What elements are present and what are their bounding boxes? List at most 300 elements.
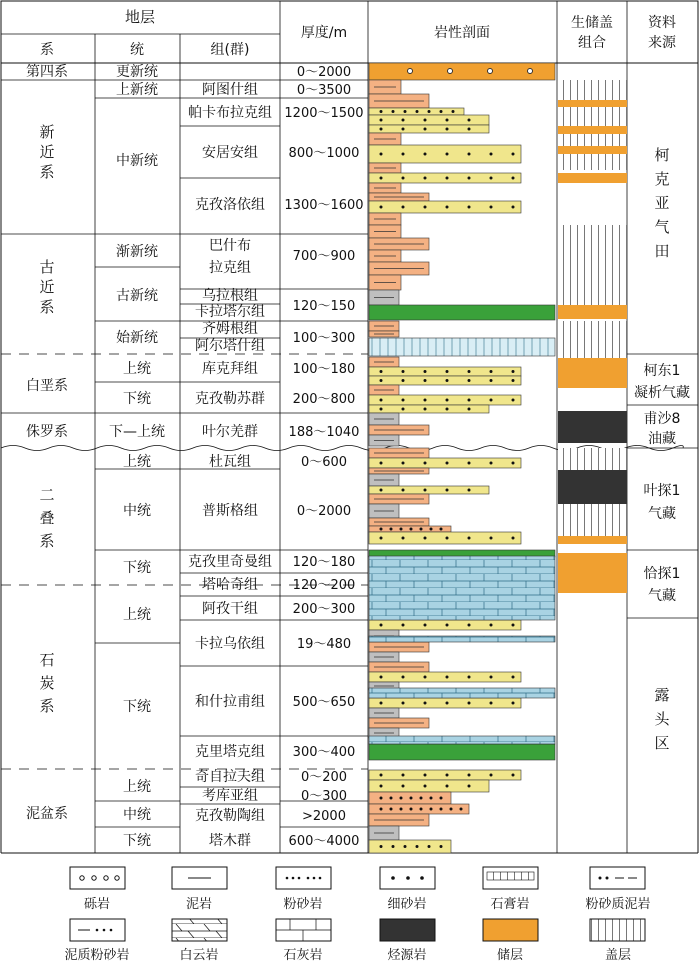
source-label: 气藏	[648, 588, 676, 604]
sand-grain-dot	[402, 379, 405, 382]
series-label: 中统	[123, 807, 151, 823]
sand-grain-dot	[468, 128, 471, 131]
sand-grain-dot	[512, 774, 515, 777]
sand-grain-dot	[404, 110, 407, 113]
sand-grain-dot	[402, 785, 405, 788]
system-label: 近	[39, 143, 55, 161]
fine-sandstone-bed	[369, 780, 489, 792]
legend-label: 砾岩	[83, 897, 111, 912]
series-label: 中新统	[116, 153, 158, 169]
sand-grain-dot	[402, 702, 405, 705]
pebble	[488, 69, 493, 74]
sand-grain-dot	[402, 206, 405, 209]
sand-grain-dot	[440, 808, 443, 811]
sand-grain-dot	[490, 676, 493, 679]
thickness-value: 200～300	[292, 602, 356, 617]
sand-grain-dot	[512, 702, 515, 705]
sand-grain-dot	[424, 153, 427, 156]
cap-layer-block	[558, 140, 627, 170]
sand-grain-dot	[468, 537, 471, 540]
fine-sandstone-bed	[369, 532, 521, 544]
sand-grain-dot	[380, 676, 383, 679]
system-label: 石	[39, 651, 55, 669]
formation-label: 克孜里奇曼组	[188, 554, 272, 570]
source-rock-block	[558, 470, 627, 504]
sand-grain-dot	[380, 528, 383, 531]
sand-grain-dot	[380, 119, 383, 122]
header-combo-line1: 生储盖	[571, 15, 613, 31]
thickness-value: >2000	[302, 809, 346, 824]
sand-grain-dot	[460, 808, 463, 811]
legend-item-source-rock	[380, 919, 435, 963]
sand-grain-dot	[468, 177, 471, 180]
source-label: 叶探1	[643, 483, 681, 499]
source-label: 头	[654, 710, 670, 728]
source-label: 克	[654, 170, 670, 188]
sand-grain-dot	[440, 528, 443, 531]
sand-grain-dot	[402, 408, 405, 411]
formation-label: 卡拉塔尔组	[195, 304, 265, 320]
header-source-line1: 资料	[648, 15, 676, 31]
legend-item-siltstone	[276, 867, 331, 912]
sand-grain-dot	[380, 845, 383, 848]
source-label: 油藏	[648, 431, 676, 447]
limestone-bed	[369, 688, 555, 698]
thickness-value: 500～650	[292, 695, 356, 710]
source-label: 恰探1	[643, 566, 681, 582]
legend-label: 储层	[496, 948, 524, 963]
sand-grain-dot	[446, 153, 449, 156]
systems-column	[26, 64, 68, 822]
sand-grain-dot	[512, 370, 515, 373]
system-label: 系	[39, 532, 55, 550]
sand-grain-dot	[402, 153, 405, 156]
sand-grain-dot	[400, 797, 403, 800]
system-label: 炭	[39, 674, 55, 692]
sand-grain-dot	[380, 537, 383, 540]
thickness-value: 1200～1500	[284, 106, 364, 121]
reservoir-block	[558, 146, 627, 154]
reservoir-block	[558, 126, 627, 134]
sand-grain-dot	[380, 774, 383, 777]
sand-grain-dot	[424, 624, 427, 627]
limestone-bed	[369, 736, 555, 744]
limestone-bed	[369, 556, 555, 620]
sand-grain-dot	[440, 110, 443, 113]
header-thickness: 厚度/m	[300, 25, 348, 41]
fine-sandstone-bed	[369, 620, 521, 630]
sand-grain-dot	[400, 808, 403, 811]
sand-grain-dot	[468, 624, 471, 627]
legend-item-gypsum	[483, 867, 538, 912]
formation-label: 考库亚组	[202, 788, 258, 804]
fine-sandstone-bed	[369, 125, 489, 133]
sand-grain-dot	[512, 153, 515, 156]
limestone-bed	[369, 636, 555, 642]
sand-grain-dot	[430, 808, 433, 811]
sand-grain-dot	[446, 489, 449, 492]
system-label: 系	[39, 697, 55, 715]
series-label: 中统	[123, 503, 151, 519]
reservoir-block	[558, 305, 627, 319]
sand-grain-dot	[380, 797, 383, 800]
thickness-value: 1300～1600	[284, 198, 364, 213]
sand-grain-dot	[402, 177, 405, 180]
formation-label: 安居安组	[202, 145, 258, 161]
sand-grain-dot	[390, 808, 393, 811]
sand-grain-dot	[512, 624, 515, 627]
sand-grain-dot	[430, 528, 433, 531]
system-label: 泥盆系	[26, 806, 68, 822]
formation-label: 塔木群	[209, 833, 251, 849]
series-label: 上统	[123, 361, 151, 377]
thickness-value: 0～2000	[296, 504, 352, 519]
pebble	[528, 69, 533, 74]
sand-grain-dot	[468, 702, 471, 705]
sand-grain-dot	[512, 177, 515, 180]
legend-label: 石灰岩	[283, 948, 323, 963]
formation-label: 普斯格组	[202, 503, 258, 519]
sand-grain-dot	[440, 845, 443, 848]
sand-grain-dot	[468, 206, 471, 209]
reservoir-block	[558, 553, 627, 593]
source-label: 亚	[654, 194, 670, 212]
sand-grain-dot	[390, 797, 393, 800]
sand-grain-dot	[490, 702, 493, 705]
source-label: 气	[654, 218, 670, 236]
series-label: 渐新统	[116, 244, 158, 260]
formations-column	[188, 82, 272, 849]
legend-label: 泥岩	[185, 897, 213, 912]
legend-item-silty-mudstone	[585, 867, 650, 912]
sand-grain-dot	[440, 797, 443, 800]
formation-label: 阿图什组	[202, 82, 258, 98]
sand-grain-dot	[468, 153, 471, 156]
sand-grain-dot	[416, 845, 419, 848]
system-label: 二	[39, 486, 55, 504]
header-system: 系	[40, 42, 54, 58]
fine-sandstone-bed	[369, 770, 521, 780]
dolomite-bed	[369, 305, 555, 320]
sand-grain-dot	[424, 119, 427, 122]
sand-grain-dot	[490, 153, 493, 156]
dolomite-bed	[369, 744, 555, 760]
series-label: 始新统	[116, 330, 158, 346]
sand-grain-dot	[380, 624, 383, 627]
formation-label: 乌拉根组	[202, 288, 258, 304]
sand-grain-dot	[446, 206, 449, 209]
sand-grain-dot	[420, 808, 423, 811]
sand-grain-dot	[490, 206, 493, 209]
sand-grain-dot	[380, 153, 383, 156]
sand-grain-dot	[402, 128, 405, 131]
sand-grain-dot	[402, 462, 405, 465]
sand-grain-dot	[420, 797, 423, 800]
sand-grain-dot	[420, 528, 423, 531]
legend-label: 粉砂岩	[283, 897, 323, 912]
sand-grain-dot	[446, 119, 449, 122]
source-label: 柯东1	[643, 363, 681, 379]
sand-grain-dot	[446, 702, 449, 705]
formation-label: 库克拜组	[202, 361, 258, 377]
source-label: 凝析气藏	[634, 385, 690, 401]
fine-sandstone-bed	[369, 458, 521, 468]
sand-grain-dot	[380, 206, 383, 209]
formation-label: 奇自拉夫组	[195, 769, 265, 785]
thickness-value: 0～3500	[296, 83, 352, 98]
sand-grain-dot	[446, 785, 449, 788]
sand-grain-dot	[424, 399, 427, 402]
reservoir-block	[558, 173, 627, 183]
sand-grain-dot	[468, 408, 471, 411]
fine-sandstone-bed	[369, 115, 489, 125]
gypsum-bed	[369, 338, 555, 356]
sand-grain-dot	[446, 462, 449, 465]
source-label: 气藏	[648, 506, 676, 522]
sand-grain-dot	[468, 489, 471, 492]
sand-grain-dot	[468, 119, 471, 122]
reservoir-block	[558, 358, 627, 388]
formation-label: 齐姆根组	[202, 321, 258, 337]
legend-label: 白云岩	[179, 948, 219, 963]
sand-grain-dot	[424, 379, 427, 382]
legend-item-argillaceous-siltstone	[64, 919, 129, 963]
sand-grain-dot	[380, 702, 383, 705]
sand-grain-dot	[380, 128, 383, 131]
sand-grain-dot	[380, 399, 383, 402]
sand-grain-dot	[380, 408, 383, 411]
fine-sandstone-bed	[369, 698, 521, 708]
formation-label: 巴什布	[209, 238, 251, 254]
legend-item-reservoir	[483, 919, 538, 963]
sand-grain-dot	[402, 774, 405, 777]
sand-grain-dot	[402, 119, 405, 122]
sand-grain-dot	[446, 128, 449, 131]
thickness-value: 300～400	[292, 745, 356, 760]
formation-label: 杜瓦组	[209, 454, 251, 470]
thickness-value: 19～480	[296, 637, 352, 652]
sand-grain-dot	[512, 399, 515, 402]
sand-grain-dot	[490, 624, 493, 627]
formation-label: 阿孜干组	[202, 601, 258, 617]
sand-grain-dot	[410, 528, 413, 531]
header-stratum: 地层	[124, 8, 156, 26]
sand-grain-dot	[446, 537, 449, 540]
sand-grain-dot	[468, 379, 471, 382]
sand-grain-dot	[424, 206, 427, 209]
thickness-value: 200～800	[292, 392, 356, 407]
source-label: 露	[654, 686, 670, 704]
legend-label: 泥质粉砂岩	[64, 948, 130, 963]
reservoir-block	[558, 100, 627, 107]
system-label: 系	[39, 163, 55, 181]
header-series: 统	[130, 42, 144, 58]
sand-grain-dot	[446, 379, 449, 382]
sand-grain-dot	[380, 379, 383, 382]
legend-item-conglomerate	[70, 867, 125, 912]
cap-layer-block	[558, 225, 627, 305]
series-label: 上统	[123, 779, 151, 795]
sand-grain-dot	[424, 537, 427, 540]
sand-grain-dot	[424, 370, 427, 373]
sand-grain-dot	[446, 774, 449, 777]
legend-item-mudstone	[172, 867, 227, 912]
sand-grain-dot	[390, 528, 393, 531]
sand-grain-dot	[428, 110, 431, 113]
thickness-value: 100～180	[292, 362, 356, 377]
formation-label: 克孜洛依组	[195, 197, 265, 213]
system-label: 系	[39, 298, 55, 316]
sand-grain-dot	[424, 489, 427, 492]
fine-sandstone-bed	[369, 672, 521, 682]
sand-grain-dot	[380, 177, 383, 180]
sand-grain-dot	[410, 797, 413, 800]
sand-grain-dot	[468, 774, 471, 777]
series-label: 下统	[123, 391, 151, 407]
series-label: 下统	[123, 833, 151, 849]
reservoir-block	[558, 536, 627, 544]
sand-grain-dot	[450, 808, 453, 811]
thickness-value: 188～1040	[288, 425, 360, 440]
sand-grain-dot	[468, 462, 471, 465]
sand-grain-dot	[380, 370, 383, 373]
sand-grain-dot	[380, 110, 383, 113]
legend-label: 烃源岩	[387, 948, 427, 963]
formation-label: 克孜勒苏群	[195, 391, 265, 407]
sand-grain-dot	[424, 462, 427, 465]
fine-sandstone-bed	[369, 201, 521, 213]
sand-grain-dot	[424, 702, 427, 705]
sand-grain-dot	[424, 408, 427, 411]
formation-label: 拉克组	[209, 260, 251, 276]
sand-grain-dot	[446, 177, 449, 180]
sand-grain-dot	[416, 110, 419, 113]
sand-grain-dot	[490, 399, 493, 402]
thickness-value: 0～2000	[296, 65, 352, 80]
system-label: 白垩系	[26, 378, 68, 394]
fine-sandstone-bed	[369, 173, 521, 183]
formation-label: 克里塔克组	[195, 744, 265, 760]
legend-label: 石膏岩	[490, 897, 530, 912]
sand-grain-dot	[468, 676, 471, 679]
sand-grain-dot	[468, 370, 471, 373]
legend	[64, 867, 650, 963]
sand-grain-dot	[490, 774, 493, 777]
formation-label: 卡拉乌依组	[195, 636, 265, 652]
legend-label: 粉砂质泥岩	[585, 897, 651, 912]
sand-grain-dot	[392, 110, 395, 113]
thickness-value: 600～4000	[288, 834, 360, 849]
system-label: 第四系	[26, 64, 68, 80]
legend-item-dolomite	[172, 919, 227, 963]
sand-grain-dot	[402, 370, 405, 373]
thickness-value: 800～1000	[288, 146, 360, 161]
system-label: 古	[39, 258, 55, 276]
sand-grain-dot	[424, 785, 427, 788]
sand-grain-dot	[512, 537, 515, 540]
sand-grain-dot	[402, 399, 405, 402]
sand-grain-dot	[428, 845, 431, 848]
sand-grain-dot	[490, 177, 493, 180]
sand-grain-dot	[400, 528, 403, 531]
sand-grain-dot	[402, 624, 405, 627]
formation-label: 阿尔塔什组	[195, 338, 265, 354]
sand-grain-dot	[446, 408, 449, 411]
sand-grain-dot	[424, 177, 427, 180]
sand-grain-dot	[446, 624, 449, 627]
series-label: 上新统	[116, 82, 158, 98]
pebble	[408, 69, 413, 74]
sand-grain-dot	[402, 537, 405, 540]
silty-mudstone-bed	[369, 804, 469, 814]
series-label: 下统	[123, 699, 151, 715]
series-label: 上统	[123, 454, 151, 470]
header-profile: 岩性剖面	[434, 25, 490, 41]
data-source-column	[634, 146, 690, 752]
sand-grain-dot	[490, 537, 493, 540]
sand-grain-dot	[468, 785, 471, 788]
sand-grain-dot	[446, 676, 449, 679]
sand-grain-dot	[512, 462, 515, 465]
legend-item-cap-layer	[590, 919, 645, 963]
series-column	[109, 64, 165, 849]
system-label: 侏罗系	[26, 424, 68, 440]
thickness-value: 120～150	[292, 299, 356, 314]
sand-grain-dot	[512, 379, 515, 382]
legend-item-fine-sandstone	[380, 867, 435, 912]
header-source-line2: 来源	[648, 35, 676, 51]
source-label: 甫沙8	[643, 411, 681, 427]
system-label: 近	[39, 278, 55, 296]
thickness-value: 120～200	[292, 578, 356, 593]
fine-sandstone-bed	[369, 145, 521, 163]
sand-grain-dot	[446, 399, 449, 402]
sand-grain-dot	[452, 110, 455, 113]
formation-label: 帕卡布拉克组	[188, 105, 272, 121]
legend-item-limestone	[276, 919, 331, 963]
sand-grain-dot	[512, 676, 515, 679]
formation-label: 塔哈奇组	[202, 577, 258, 593]
cap-layer-block	[558, 321, 627, 358]
formation-label: 克孜勒陶组	[195, 808, 265, 824]
series-label: 下统	[123, 560, 151, 576]
sand-grain-dot	[380, 462, 383, 465]
fine-sandstone-bed	[369, 376, 521, 385]
sand-grain-dot	[490, 370, 493, 373]
fine-sandstone-bed	[369, 367, 521, 376]
sand-grain-dot	[490, 462, 493, 465]
sand-grain-dot	[468, 399, 471, 402]
source-label: 田	[654, 242, 670, 260]
sand-grain-dot	[430, 797, 433, 800]
sand-grain-dot	[392, 845, 395, 848]
sand-grain-dot	[424, 128, 427, 131]
source-label: 柯	[654, 146, 670, 164]
sand-grain-dot	[404, 845, 407, 848]
sand-grain-dot	[380, 785, 383, 788]
fine-sandstone-bed	[369, 486, 489, 494]
thickness-value: 0～200	[300, 770, 348, 785]
thickness-value: 0～600	[300, 455, 348, 470]
sand-grain-dot	[424, 676, 427, 679]
thickness-value: 0～300	[300, 789, 348, 804]
sand-grain-dot	[512, 206, 515, 209]
thickness-value: 120～180	[292, 555, 356, 570]
sand-grain-dot	[446, 370, 449, 373]
sand-grain-dot	[402, 676, 405, 679]
system-label: 新	[39, 123, 55, 141]
source-rock-block	[558, 411, 627, 443]
